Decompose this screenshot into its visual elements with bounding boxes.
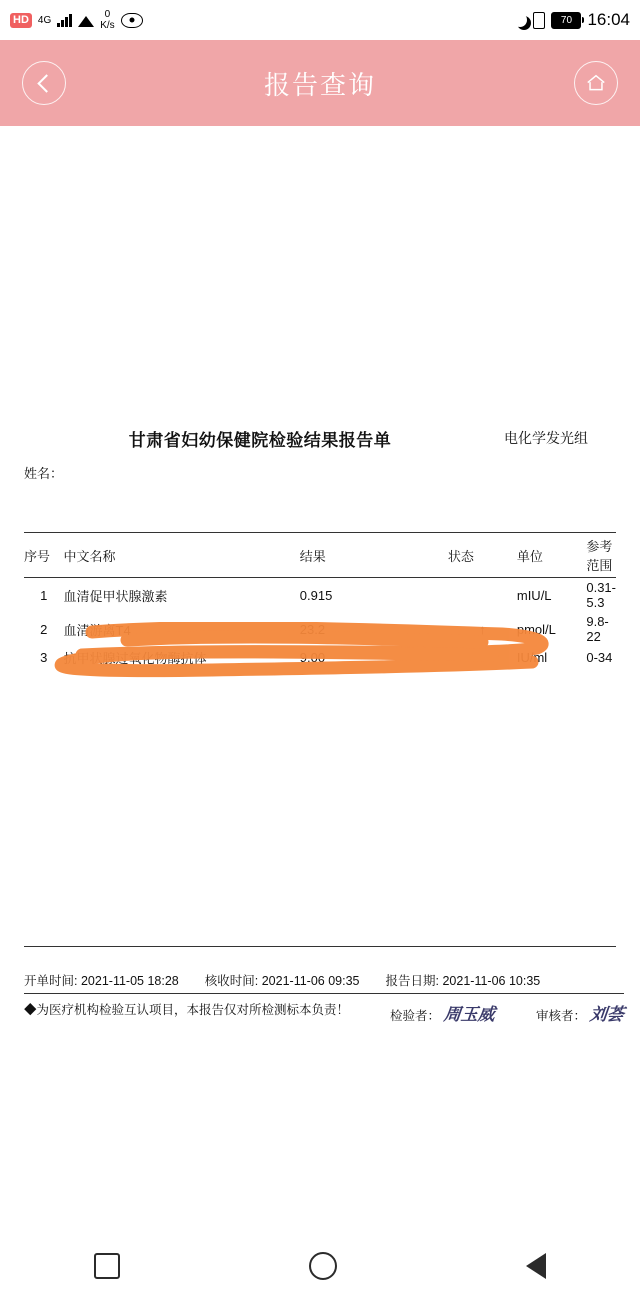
tester-signature-block bbox=[390, 1000, 495, 1025]
cell-name: 抗甲状腺过氧化物酶抗体 bbox=[63, 651, 207, 666]
vibrate-icon bbox=[533, 12, 545, 29]
status-bar bbox=[0, 0, 640, 40]
cell-state bbox=[448, 646, 517, 669]
status-bar-left bbox=[10, 9, 143, 31]
receive-time-label: 核收时间: bbox=[204, 974, 259, 988]
order-time bbox=[24, 971, 179, 989]
status-bar-right bbox=[513, 10, 630, 30]
report-title: 甘肃省妇幼保健院检验结果报告单 bbox=[128, 431, 392, 450]
footer-note-row bbox=[24, 1000, 624, 1025]
results-table-head bbox=[24, 533, 616, 578]
home-icon bbox=[585, 72, 607, 94]
cell-result: 23.2 bbox=[299, 621, 326, 637]
report-document-area[interactable] bbox=[0, 126, 640, 1226]
eye-comfort-icon bbox=[121, 13, 143, 28]
order-time-label: 开单时间: bbox=[24, 974, 78, 988]
table-row bbox=[24, 612, 616, 646]
cell-result: 0.915 bbox=[299, 587, 333, 603]
home-button[interactable] bbox=[574, 61, 618, 105]
cell-name: 血清游离T4 bbox=[63, 622, 131, 638]
cell-unit: IU/ml bbox=[516, 650, 548, 665]
auditor-signature-block bbox=[536, 1000, 624, 1025]
cell-unit: mIU/L bbox=[516, 587, 552, 603]
footer-timestamps bbox=[24, 971, 624, 994]
system-nav-bar bbox=[0, 1226, 640, 1306]
mutual-recognition-note: ◆为医疗机构检验互认项目，本报告仅对所检测标本负责！ bbox=[24, 1003, 350, 1017]
auditor-signature: 刘荟 bbox=[588, 1005, 625, 1024]
results-table-body bbox=[24, 578, 616, 670]
th-result: 结果 bbox=[300, 533, 448, 578]
cell-index: 3 bbox=[40, 650, 48, 665]
patient-info-row bbox=[24, 464, 616, 484]
signal-bars-icon bbox=[57, 13, 72, 27]
report-title-row bbox=[24, 426, 616, 450]
chevron-left-icon bbox=[37, 74, 55, 92]
clock-label: 16:04 bbox=[587, 10, 630, 29]
report-date-value: 2021-11-06 10:35 bbox=[442, 974, 541, 988]
cell-result: 9.00 bbox=[299, 650, 326, 665]
network-type-label: 4G bbox=[37, 14, 52, 26]
cell-ref: 9.8-22 bbox=[586, 614, 609, 644]
page-title: 报告查询 bbox=[263, 69, 376, 100]
moon-icon bbox=[513, 13, 527, 27]
table-header-row bbox=[24, 533, 616, 578]
patient-name-label: 姓名： bbox=[24, 466, 64, 481]
cell-index: 1 bbox=[40, 587, 48, 603]
data-rate-icon bbox=[100, 9, 114, 31]
report-footer bbox=[24, 971, 624, 1025]
th-unit: 单位 bbox=[517, 533, 587, 578]
report-date bbox=[386, 971, 541, 989]
cell-state: ↑ bbox=[479, 621, 486, 637]
cell-index: 2 bbox=[40, 621, 48, 637]
tester-signature: 周玉威 bbox=[442, 1005, 496, 1024]
app-bar bbox=[0, 40, 640, 126]
wifi-icon bbox=[78, 14, 94, 27]
cell-ref: 0.31-5.3 bbox=[586, 580, 616, 610]
home-nav-icon[interactable] bbox=[309, 1252, 337, 1280]
hd-badge: HD bbox=[10, 13, 32, 28]
patient-info-block bbox=[24, 464, 616, 524]
th-name: 中文名称 bbox=[64, 533, 300, 578]
recent-apps-icon[interactable] bbox=[94, 1253, 120, 1279]
table-row bbox=[24, 646, 616, 669]
receive-time-value: 2021-11-06 09:35 bbox=[261, 974, 360, 988]
back-button[interactable] bbox=[22, 61, 66, 105]
battery-icon bbox=[551, 12, 581, 29]
cell-ref: 0-34 bbox=[586, 650, 613, 665]
th-state: 状态 bbox=[448, 533, 517, 578]
order-time-value: 2021-11-05 18:28 bbox=[80, 974, 179, 988]
cell-name: 血清促甲状腺激素 bbox=[63, 588, 168, 604]
footer-divider bbox=[24, 946, 616, 947]
lab-report bbox=[24, 426, 616, 669]
cell-unit: pmol/L bbox=[516, 621, 556, 637]
th-index: 序号 bbox=[24, 533, 64, 578]
report-group-label: 电化学发光组 bbox=[504, 430, 588, 446]
table-row bbox=[24, 578, 616, 613]
data-rate-value: 0 bbox=[104, 9, 111, 20]
report-date-label: 报告日期: bbox=[385, 974, 439, 988]
results-table bbox=[24, 532, 616, 669]
data-rate-unit: K/s bbox=[100, 20, 115, 31]
th-ref: 参考范围 bbox=[586, 533, 616, 578]
cell-state bbox=[448, 578, 517, 613]
auditor-label: 审核者： bbox=[535, 1009, 586, 1023]
tester-label: 检验者： bbox=[389, 1009, 440, 1023]
battery-level: 70 bbox=[560, 14, 573, 26]
back-nav-icon[interactable] bbox=[526, 1253, 546, 1279]
receive-time bbox=[205, 971, 360, 989]
